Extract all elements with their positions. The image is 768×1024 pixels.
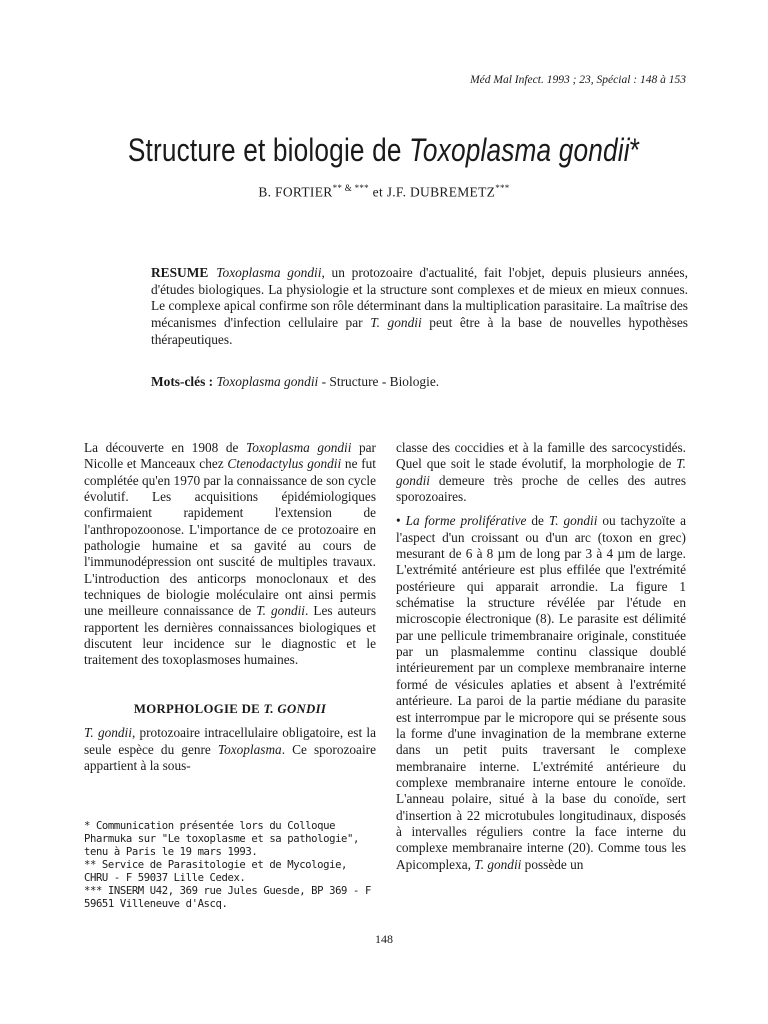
journal-citation: Méd Mal Infect. 1993 ; 23, Spécial : 148 à 153 bbox=[470, 74, 686, 86]
page-number: 148 bbox=[375, 932, 393, 946]
bullet: • bbox=[396, 513, 401, 529]
article-title: Structure et biologie de Toxoplasma gondii* bbox=[127, 132, 641, 168]
abstract: RESUME Toxoplasma gondii, un protozoaire d'actualité, fait l'objet, depuis plusieurs années, d'études biologiques. La physiologie et la structure sont complexes et de mieux en mieux connues. Le complexe apical confirme son rôle déterminant dans la multiplication parasitaire. La maîtrise des mécanismes d'infection cellulaire par T. gondii peut être à la base de nouvelles hypothèses thérapeutiques. bbox=[151, 265, 688, 347]
right-column bbox=[396, 440, 686, 873]
footnotes bbox=[84, 820, 376, 911]
abstract-label: RESUME bbox=[151, 265, 209, 280]
keywords: Mots-clés : Toxoplasma gondii - Structure - Biologie. bbox=[151, 374, 440, 389]
left-column bbox=[84, 440, 376, 774]
footnote: * Communication présentée lors du Colloque Pharmuka sur "Le toxoplasme et sa pathologie", tenu à Paris le 19 mars 1993. bbox=[84, 820, 359, 858]
section-heading: MORPHOLOGIE DE T. GONDII bbox=[133, 701, 327, 716]
footnote: ** Service de Parasitologie et de Mycologie, CHRU - F 59037 Lille Cedex. bbox=[84, 859, 348, 884]
morphology-paragraph: T. gondii, protozoaire intracellulaire obligatoire, est la seule espèce du genre Toxoplasma. Ce sporozoaire appartient à la sous- bbox=[84, 725, 376, 773]
proliferative-form-paragraph: • La forme proliférative de T. gondii ou tachyzoïte a l'aspect d'un croissant ou d'un arc (toxon en grec) mesurant de 6 à 8 µm de long par 3 à 4 µm de large. L'extrémité antérieure est plus effilée que l'extrémité postérieure qui apparait arrondie. La figure 1 schématise la structure révélée par l'étude en microscopie électronique (8). Le parasite est délimité par une pellicule trimembranaire originale, constituée par un plasmalemme continu classique doublé intérieurement par un complexe membranaire interne formé de vésicules aplaties et absent à l'extrémité antérieure. La paroi de la partie médiane du parasite est interrompue par le micropore qui se présente sous la forme d'une invagination de la membrane externe dans un petit puits traversant le complexe membranaire interne. L'extrémité antérieure du complexe membranaire interne entoure le conoïde. L'anneau polaire, situé à la base du conoïde, sert d'insertion à 22 microtubules longitudinaux, disposés à intervalles réguliers contre la face interne du complexe membranaire interne (20). Comme tous les Apicomplexa, T. gondii possède un bbox=[396, 513, 686, 872]
continued-paragraph: classe des coccidies et à la famille des sarcocystidés. Quel que soit le stade évolutif, la morphologie de T. gondii demeure très proche de celles des autres sporozoaires. bbox=[396, 440, 686, 505]
footnote: *** INSERM U42, 369 rue Jules Guesde, BP 369 - F 59651 Villeneuve d'Ascq. bbox=[84, 885, 371, 910]
author-line: B. FORTIER** & *** et J.F. DUBREMETZ*** bbox=[258, 183, 510, 200]
intro-paragraph: La découverte en 1908 de Toxoplasma gondii par Nicolle et Manceaux chez Ctenodactylus gondii ne fut complétée qu'en 1970 par la connaissance de son cycle évolutif. Les acquisitions épidémiologiques confirmaient rapidement l'extension de l'anthropozoonose. L'importance de ce protozoaire en pathologie humaine et sa gavité au cours de l'immunodépression ont suscité de multiples travaux. L'introduction des anticorps monoclonaux et des techniques de biologie moléculaire ont ainsi permis une meilleure connaissance de T. gondii. Les auteurs rapportent les dernières connaissances biologiques et discutent leur incidence sur le diagnostic et le traitement des toxoplasmoses humaines. bbox=[84, 440, 376, 668]
